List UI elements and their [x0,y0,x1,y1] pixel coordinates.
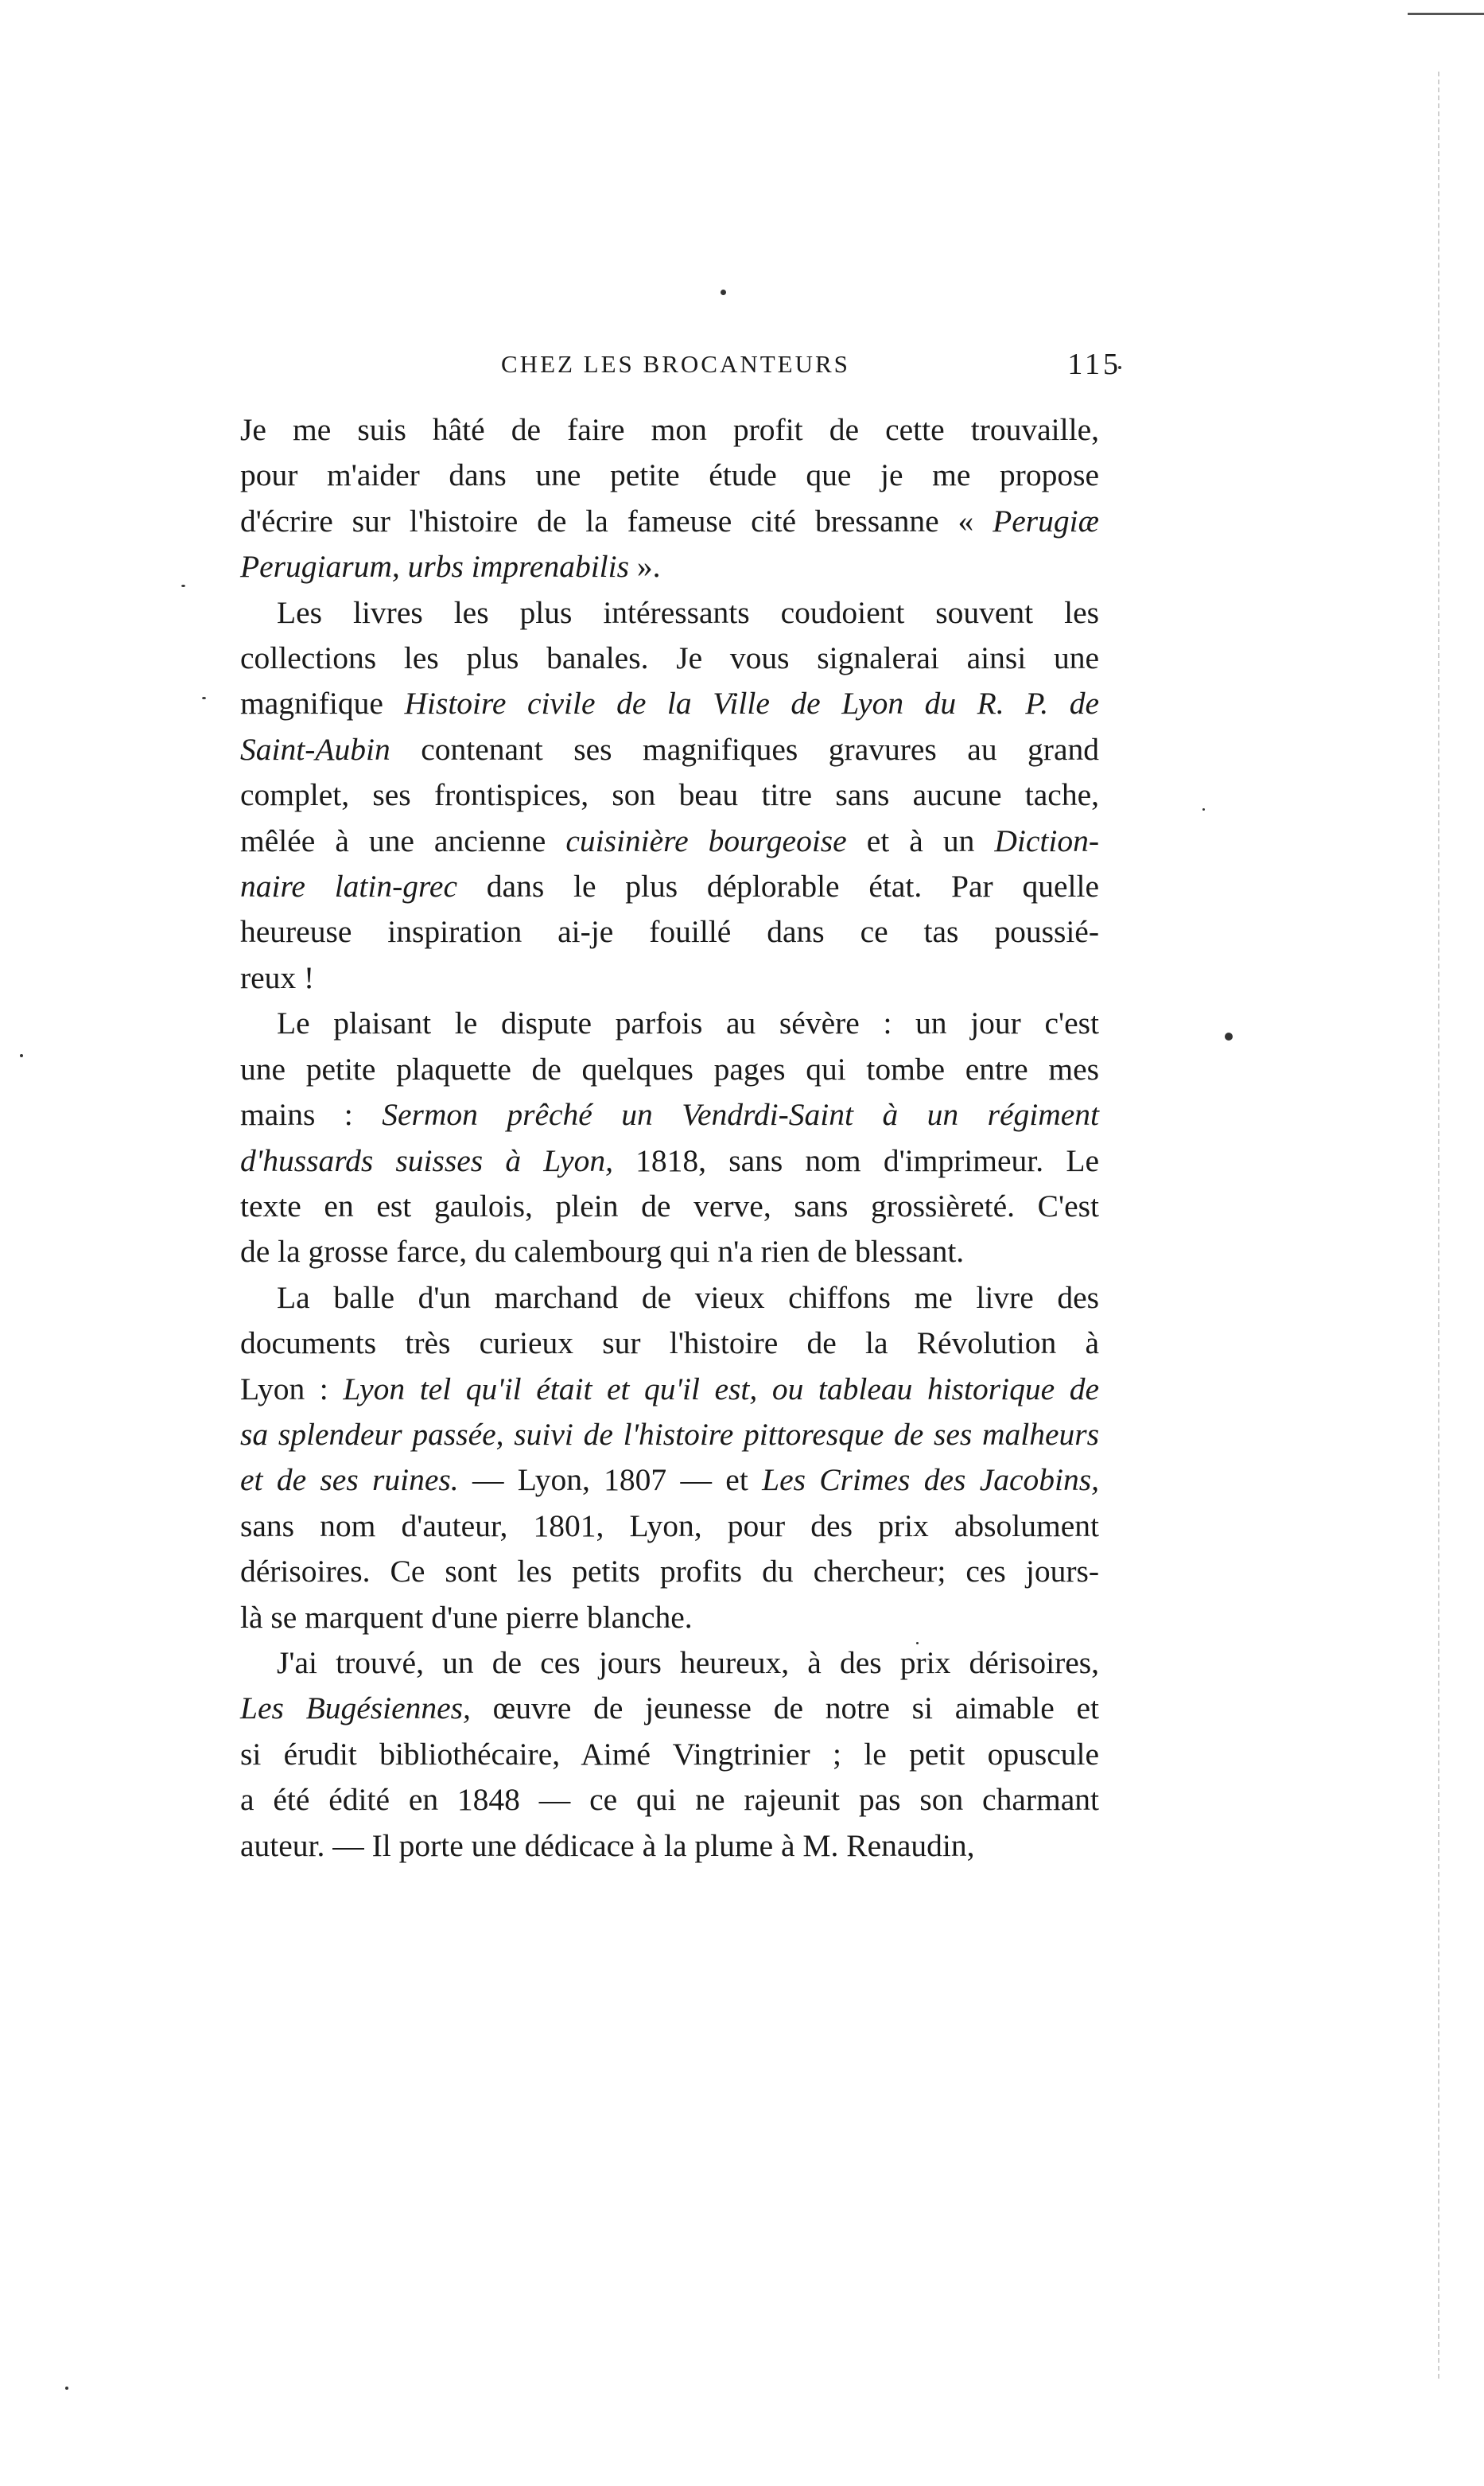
running-head [239,350,1153,390]
text-run: a été édité en 1848 — ce qui ne rajeunit pas son charmant [240,1782,1099,1818]
text-line [240,1229,1099,1274]
text-line [240,1412,1099,1457]
text-line [240,1504,1099,1549]
text-line [240,590,1099,636]
text-run: documents très curieux sur l'histoire de la Révolution à [240,1325,1099,1361]
italic-title: Perugiæ [993,503,1099,539]
text-line [240,1367,1099,1412]
text-line [240,407,1099,453]
text-line [240,1640,1099,1686]
text-line [240,1777,1099,1823]
text-line [240,955,1099,1001]
text-run: là se marquent d'une pierre blanche. [240,1599,693,1635]
italic-title: d'hussards suisses à Lyon, [240,1142,613,1178]
italic-title: Lyon tel qu'il était et qu'il est, ou tableau historique de [343,1371,1099,1406]
italic-title: cuisinière bourgeoise [565,823,847,858]
text-run: dérisoires. Ce sont les petits profits du chercheur; ces jours- [240,1554,1099,1589]
speck [721,290,726,295]
text-run: et à un [846,823,995,858]
text-run: ». [629,549,661,585]
text-run: une petite plaquette de quelques pages qui tombe entre mes [240,1051,1099,1087]
text-line [240,636,1099,681]
italic-title: Les Crimes des Jacobins, [762,1462,1099,1498]
text-line [240,544,1099,589]
running-title: CHEZ LES BROCANTEURS [501,350,850,378]
text-line [240,864,1099,909]
italic-title: et de ses ruines. [240,1462,459,1498]
italic-title: Diction- [994,823,1099,858]
top-rule [1408,13,1484,15]
speck [202,697,206,699]
text-run: de la grosse farce, du calembourg qui n'a rien de blessant. [240,1234,965,1270]
text-run: dans le plus déplorable état. Par quelle [457,869,1099,905]
text-run: contenant ses magnifiques gravures au grand [390,731,1099,767]
italic-title: Histoire civile de la Ville de Lyon du R. P. de [404,686,1099,722]
text-run: auteur. — Il porte une dédicace à la plume à M. Renaudin, [240,1827,975,1863]
text-line [240,909,1099,955]
text-line [240,1001,1099,1046]
text-line [240,727,1099,772]
italic-title: sa splendeur passée, suivi de l'histoire pittoresque de ses malheurs [240,1416,1099,1452]
text-line [240,453,1099,498]
paragraph [240,590,1099,1002]
italic-title: Sermon prêché un Vendrdi-Saint à un régiment [382,1097,1100,1133]
text-run: mêlée à une ancienne [240,823,566,858]
italic-title: Les Bugésiennes, [240,1690,471,1726]
paragraph [240,1640,1099,1869]
paragraph [240,1001,1099,1274]
text-run: complet, ses frontispices, son beau titre sans aucune tache, [240,777,1099,813]
text-line [240,1092,1099,1138]
text-line [240,1686,1099,1731]
text-run: heureuse inspiration ai-je fouillé dans ce tas poussié- [240,914,1099,950]
text-line [240,772,1099,818]
text-line [240,1595,1099,1640]
text-line [240,1321,1099,1366]
text-run: Lyon : [240,1371,344,1406]
text-run: pour m'aider dans une petite étude que je me propose [240,457,1099,493]
text-run: J'ai trouvé, un de ces jours heureux, à des prix dérisoires, [277,1644,1099,1680]
text-line [240,1047,1099,1092]
text-run: Je me suis hâté de faire mon profit de cette trouvaille, [240,412,1099,447]
speck [1225,1033,1233,1041]
text-run: œuvre de jeunesse de notre si aimable et [470,1690,1099,1726]
text-run: magnifique [240,686,405,722]
text-line [240,1138,1099,1184]
text-line [240,819,1099,864]
text-line [240,1549,1099,1594]
text-run: reux ! [240,959,315,995]
text-run: si érudit bibliothécaire, Aimé Vingtrinier ; le petit opuscule [240,1736,1099,1772]
text-run: Les livres les plus intéressants coudoient souvent les [277,594,1099,630]
speck [20,1054,23,1057]
text-run: mains : [240,1097,383,1133]
text-run: sans nom d'auteur, 1801, Lyon, pour des prix absolument [240,1508,1099,1543]
body-text [240,407,1099,1869]
text-run: d'écrire sur l'histoire de la fameuse cité bressanne « [240,503,993,539]
speck [181,585,185,587]
paragraph [240,1275,1099,1640]
text-line [240,681,1099,726]
text-line [240,1275,1099,1321]
text-run: Le plaisant le dispute parfois au sévère : un jour c'est [277,1006,1099,1041]
italic-title: Perugiarum, urbs imprenabilis [240,549,630,585]
text-line [240,499,1099,544]
scan-edge [1438,72,1439,2379]
speck [65,2387,68,2390]
text-run: La balle d'un marchand de vieux chiffons me livre des [277,1279,1099,1315]
text-run: texte en est gaulois, plein de verve, sans grossièreté. C'est [240,1188,1099,1224]
text-line [240,1184,1099,1229]
speck [1202,808,1205,811]
paragraph [240,407,1099,590]
text-run: 1818, sans nom d'imprimeur. Le [612,1142,1099,1178]
italic-title: naire latin-grec [240,869,457,905]
text-run: collections les plus banales. Je vous signalerai ainsi une [240,640,1099,676]
page-number: 115 [1067,348,1121,381]
text-line [240,1457,1099,1503]
text-run: — Lyon, 1807 — et [458,1462,763,1498]
italic-title: Saint-Aubin [240,731,390,767]
text-line [240,1732,1099,1777]
text-line [240,1823,1099,1869]
